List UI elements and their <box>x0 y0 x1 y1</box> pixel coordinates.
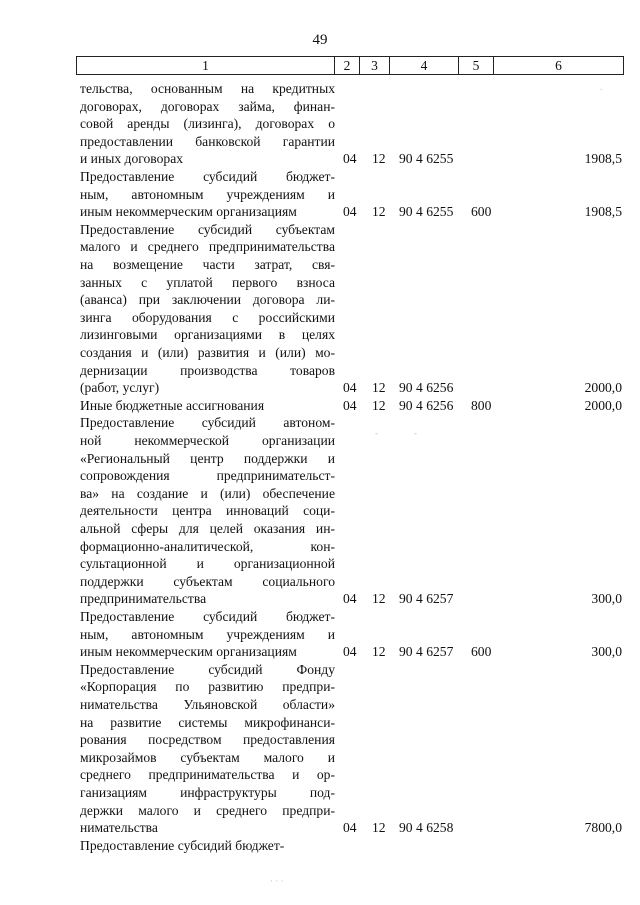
description-line: деятельности центра инноваций соци- <box>80 503 335 519</box>
description-line: иным некоммерческим организациям <box>80 204 297 220</box>
row-codes <box>80 590 622 608</box>
cell-c5: 800 <box>471 397 492 413</box>
cell-c3: 12 <box>372 397 386 413</box>
header-col-2: 2 <box>334 57 359 74</box>
cell-c4: 90 4 6257 <box>399 644 454 660</box>
cell-c6: 7800,0 <box>584 820 622 836</box>
cell-c2: 04 <box>343 380 357 396</box>
description-line: ным, автономным учреждениям и <box>80 186 335 202</box>
cell-c2: 04 <box>343 820 357 836</box>
scan-speck: · · · <box>270 876 284 886</box>
cell-c2: 04 <box>343 204 357 220</box>
cell-c2: 04 <box>343 591 357 607</box>
description-line: (аванса) при заключении договора ли- <box>80 292 335 308</box>
row-description <box>80 414 335 608</box>
row-codes <box>80 150 622 168</box>
description-line: «Корпорация по развитию предпри- <box>80 679 335 695</box>
cell-c6: 300,0 <box>591 644 622 660</box>
cell-c5: 600 <box>471 644 492 660</box>
cell-c3: 12 <box>372 644 386 660</box>
table-row <box>80 837 622 855</box>
cell-c2: 04 <box>343 397 357 413</box>
description-line: договорах, договорах займа, финан- <box>80 98 335 114</box>
description-line: предоставлении банковской гарантии <box>80 133 335 149</box>
description-line: тельства, основанным на кредитных <box>80 81 335 96</box>
cell-c4: 90 4 6257 <box>399 591 454 607</box>
table-row <box>80 168 622 221</box>
description-line: рования посредством предоставления <box>80 732 335 748</box>
description-line: Предоставление субсидий Фонду <box>80 661 335 677</box>
cell-c3: 12 <box>372 204 386 220</box>
description-line: Предоставление субсидий бюджет- <box>80 169 335 184</box>
description-line: Предоставление субсидий бюджет- <box>80 837 285 853</box>
description-line: сопровождения предпринимательст- <box>80 468 335 484</box>
description-line: «Региональный центр поддержки и <box>80 450 335 466</box>
row-description <box>80 221 335 397</box>
description-line: совой аренды (лизинга), договорах о <box>80 116 335 132</box>
description-line: Иные бюджетные ассигнования <box>80 397 265 413</box>
description-line: ным, автономным учреждениям и <box>80 626 335 642</box>
description-line: (работ, услуг) <box>80 380 160 396</box>
table-row <box>80 80 622 168</box>
row-description <box>80 661 335 837</box>
description-line: поддержки субъектам социального <box>80 573 335 589</box>
description-line: зинга оборудования с российскими <box>80 309 335 325</box>
description-line: держки малого и среднего предпри- <box>80 802 335 818</box>
table-row <box>80 661 622 837</box>
cell-c3: 12 <box>372 591 386 607</box>
cell-c2: 04 <box>343 151 357 167</box>
row-codes <box>80 819 622 837</box>
cell-c5: 600 <box>471 204 492 220</box>
table-row <box>80 397 622 415</box>
description-line: нимательства <box>80 820 158 836</box>
cell-c6: 1908,5 <box>584 204 622 220</box>
scan-speck: . <box>600 82 603 92</box>
cell-c3: 12 <box>372 380 386 396</box>
row-codes <box>80 643 622 661</box>
table-header <box>76 56 624 75</box>
row-codes <box>80 397 622 415</box>
description-line: ва» на создание и (или) обеспечение <box>80 485 335 501</box>
description-line: ной некоммерческой организации <box>80 432 335 448</box>
cell-c6: 1908,5 <box>584 151 622 167</box>
description-line: нимательства Ульяновской области» <box>80 696 335 712</box>
header-col-3: 3 <box>359 57 389 74</box>
description-line: сультационной и организационной <box>80 556 335 572</box>
cell-c3: 12 <box>372 151 386 167</box>
cell-c6: 2000,0 <box>584 380 622 396</box>
description-line: альной сферы для целей оказания ин- <box>80 520 335 536</box>
cell-c3: 12 <box>372 820 386 836</box>
description-line: создания и (или) развития и (или) мо- <box>80 344 335 360</box>
cell-c6: 2000,0 <box>584 397 622 413</box>
row-codes <box>80 379 622 397</box>
description-line: Предоставление субсидий автоном- <box>80 415 335 431</box>
description-line: занных с уплатой первого взноса <box>80 274 335 290</box>
scan-speck: - <box>414 428 417 438</box>
cell-c4: 90 4 6255 <box>399 204 454 220</box>
cell-c4: 90 4 6255 <box>399 151 454 167</box>
description-line: формационно-аналитической, кон- <box>80 538 335 554</box>
header-col-4: 4 <box>389 57 458 74</box>
description-line: на возмещение части затрат, свя- <box>80 256 335 272</box>
cell-c4: 90 4 6256 <box>399 397 454 413</box>
description-line: Предоставление субсидий бюджет- <box>80 609 335 624</box>
row-codes <box>80 203 622 221</box>
cell-c4: 90 4 6258 <box>399 820 454 836</box>
description-line: микрозаймов субъектам малого и <box>80 749 335 765</box>
cell-c6: 300,0 <box>591 591 622 607</box>
cell-c2: 04 <box>343 644 357 660</box>
table-row <box>80 221 622 397</box>
header-col-5: 5 <box>458 57 493 74</box>
description-line: на развитие системы микрофинанси- <box>80 714 335 730</box>
description-line: и иных договорах <box>80 151 184 167</box>
row-codes <box>80 837 622 855</box>
cell-c4: 90 4 6256 <box>399 380 454 396</box>
description-line: ганизациям инфраструктуры под- <box>80 784 335 800</box>
description-line: Предоставление субсидий субъектам <box>80 221 335 237</box>
description-line: лизинговыми организациями в целях <box>80 327 335 343</box>
scan-speck: - <box>375 428 378 438</box>
table-row <box>80 608 622 661</box>
description-line: малого и среднего предпринимательства <box>80 239 335 255</box>
page-number: 49 <box>312 32 328 48</box>
header-col-6: 6 <box>493 57 623 74</box>
description-line: среднего предпринимательства и ор- <box>80 767 335 783</box>
description-line: предпринимательства <box>80 591 207 607</box>
description-line: дернизации производства товаров <box>80 362 335 378</box>
header-col-1: 1 <box>202 58 209 73</box>
table-row <box>80 414 622 608</box>
description-line: иным некоммерческим организациям <box>80 644 297 660</box>
